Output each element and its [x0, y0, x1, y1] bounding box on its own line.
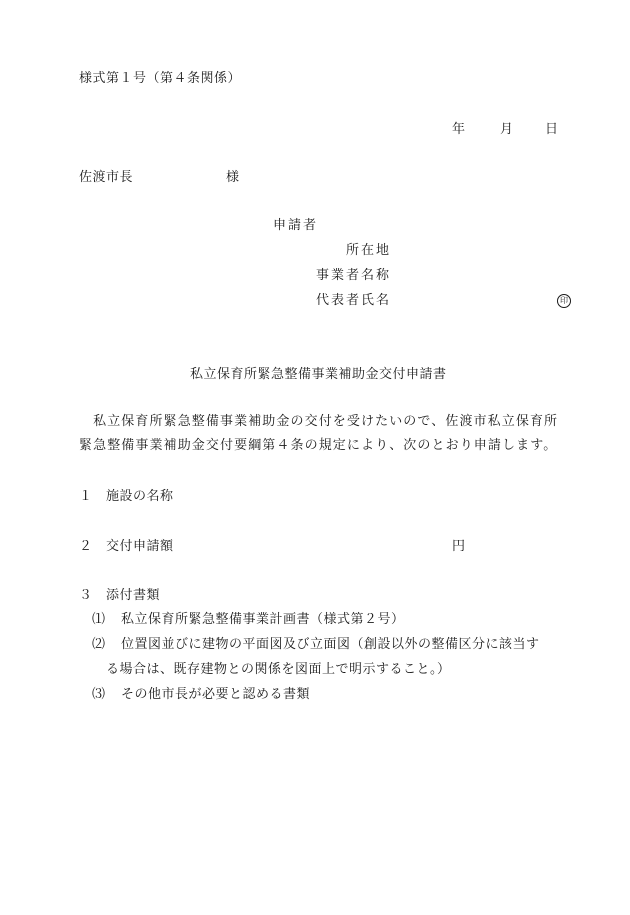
attachment-1-text: 私立保育所緊急整備事業計画書（様式第２号）	[121, 612, 405, 627]
item-2-label: 交付申請額	[106, 539, 174, 554]
applicant-representative-label: 代表者氏名	[316, 293, 392, 308]
attachment-3-text: その他市長が必要と認める書類	[121, 687, 311, 702]
applicant-business-name-label: 事業者名称	[316, 268, 392, 283]
body-text-line-1: 私立保育所緊急整備事業補助金の交付を受けたいので、佐渡市私立保育所	[79, 414, 559, 429]
attachment-2-continuation: る場合は、既存建物との関係を図面上で明示すること。）	[106, 662, 451, 677]
addressee-honorific: 様	[226, 170, 240, 185]
body-text-line-2: 緊急整備事業補助金交付要綱第４条の規定により、次のとおり申請します。	[79, 438, 558, 453]
date-year: 年	[452, 122, 466, 137]
item-3-label: 添付書類	[106, 588, 161, 603]
attachment-2-text: 位置図並びに建物の平面図及び立面図（創設以外の整備区分に該当す	[121, 637, 540, 652]
addressee-name: 佐渡市長	[79, 170, 134, 185]
seal-mark: 印	[557, 294, 571, 308]
document-title: 私立保育所緊急整備事業補助金交付申請書	[190, 367, 447, 382]
item-1-number: １	[79, 489, 93, 504]
form-number: 様式第１号（第４条関係）	[79, 71, 242, 86]
applicant-address-label: 所在地	[346, 243, 392, 258]
attachment-1-number: ⑴	[92, 612, 106, 627]
attachment-2-number: ⑵	[92, 637, 106, 652]
applicant-heading: 申請者	[273, 218, 319, 233]
date-month: 月	[500, 122, 514, 137]
item-1-label: 施設の名称	[106, 489, 174, 504]
item-2-unit: 円	[452, 539, 466, 554]
date-day: 日	[545, 122, 559, 137]
item-2-number: ２	[79, 539, 93, 554]
item-3-number: ３	[79, 588, 93, 603]
attachment-3-number: ⑶	[92, 687, 106, 702]
